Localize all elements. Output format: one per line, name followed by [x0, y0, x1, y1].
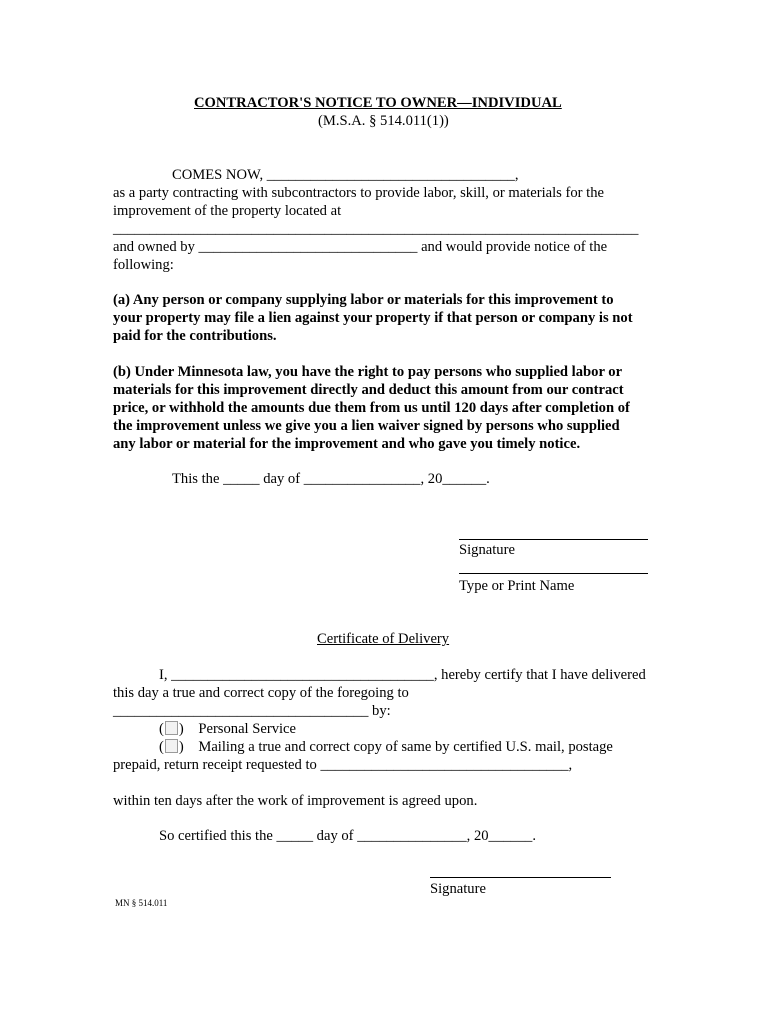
- document-title: CONTRACTOR'S NOTICE TO OWNER—INDIVIDUAL: [194, 95, 562, 111]
- para-b-line-4: the improvement unless we give you a lien waiver signed by persons who supplied: [113, 418, 620, 434]
- option-personal-service: ( ) Personal Service: [159, 721, 297, 737]
- comes-now-line: COMES NOW, __________________________________,: [172, 167, 519, 183]
- signature-line[interactable]: [459, 539, 648, 540]
- property-address-line: ________________________________________________________________________: [113, 221, 639, 237]
- certificate-signature-label: Signature: [430, 881, 486, 897]
- signature-label: Signature: [459, 542, 515, 558]
- so-certified-line: So certified this the _____ day of _______________, 20______.: [159, 828, 536, 844]
- intro-line-6: following:: [113, 257, 174, 273]
- print-name-line[interactable]: [459, 573, 648, 574]
- certificate-line-1: I, ____________________________________, hereby certify that I have delivered: [159, 667, 646, 683]
- para-b-line-5: any labor or material for the improvement and who gave you timely notice.: [113, 436, 581, 452]
- within-ten-days: within ten days after the work of improvement is agreed upon.: [113, 793, 478, 809]
- option-mail: ( ) Mailing a true and correct copy of same by certified U.S. mail, postage: [159, 739, 613, 755]
- certificate-signature-line[interactable]: [430, 877, 611, 878]
- para-b-line-2: materials for this improvement directly and deduct this amount from our contract: [113, 382, 624, 398]
- mail-checkbox[interactable]: [165, 739, 178, 753]
- personal-service-label: Personal Service: [198, 721, 297, 737]
- intro-line-3: improvement of the property located at: [113, 203, 342, 219]
- owner-line: and owned by ______________________________ and would provide notice of the: [113, 239, 608, 255]
- print-name-label: Type or Print Name: [459, 578, 575, 594]
- dated-line: This the _____ day of ________________, 20______.: [172, 471, 490, 487]
- personal-service-checkbox[interactable]: [165, 721, 178, 735]
- mail-continuation: prepaid, return receipt requested to __________________________________,: [113, 757, 573, 773]
- certificate-line-3: ___________________________________ by:: [113, 703, 391, 719]
- para-b-line-1: (b) Under Minnesota law, you have the right to pay persons who supplied labor or: [113, 364, 623, 380]
- para-a-line-3: paid for the contributions.: [113, 328, 277, 344]
- certificate-heading: Certificate of Delivery: [317, 631, 450, 647]
- mail-label: Mailing a true and correct copy of same by certified U.S. mail, postage: [198, 739, 613, 755]
- statute-reference: (M.S.A. § 514.011(1)): [318, 113, 449, 129]
- para-b-line-3: price, or withhold the amounts due them from us until 120 days after completion of: [113, 400, 630, 416]
- certificate-line-2: this day a true and correct copy of the foregoing to: [113, 685, 409, 701]
- para-a-line-2: your property may file a lien against your property if that person or company is not: [113, 310, 633, 326]
- footer-code: MN § 514.011: [115, 898, 168, 908]
- intro-line-2: as a party contracting with subcontractors to provide labor, skill, or materials for the: [113, 185, 604, 201]
- para-a-line-1: (a) Any person or company supplying labor or materials for this improvement to: [113, 292, 614, 308]
